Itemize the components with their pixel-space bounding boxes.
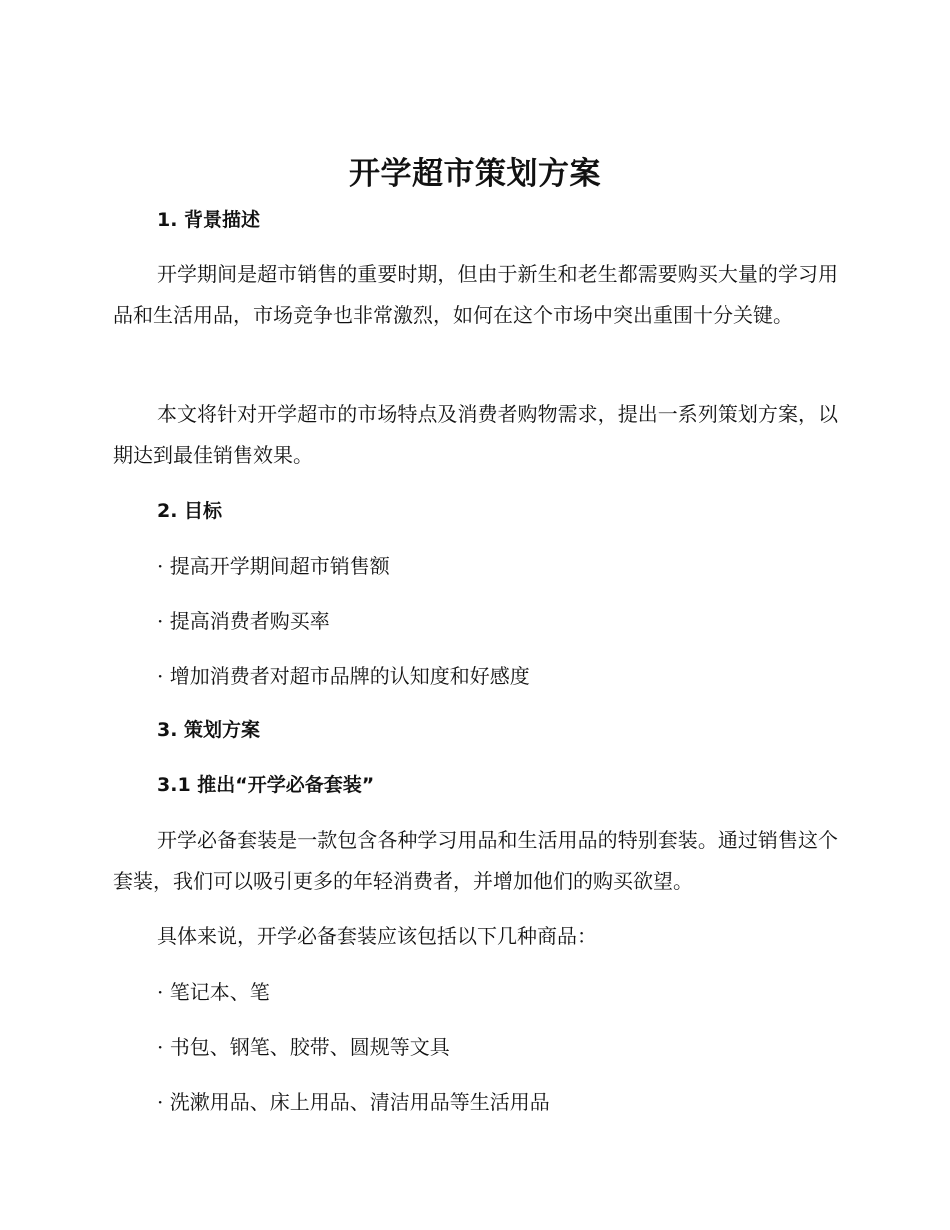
section-heading-goals: 2. 目标: [157, 500, 223, 522]
subsection-heading-kit: 3.1 推出“开学必备套装”: [157, 774, 375, 796]
kit-item-3: · 洗漱用品、床上用品、清洁用品等生活用品: [157, 1090, 550, 1114]
kit-item-2: · 书包、钢笔、胶带、圆规等文具: [157, 1035, 450, 1059]
document-title: 开学超市策划方案: [349, 156, 601, 192]
kit-item-1: · 笔记本、笔: [157, 980, 270, 1004]
paragraph-background-2: 本文将针对开学超市的市场特点及消费者购物需求，提出一系列策划方案，以期达到最佳销售效果。: [113, 402, 838, 467]
paragraph-kit-1: 开学必备套装是一款包含各种学习用品和生活用品的特别套装。通过销售这个套装，我们可以吸引更多的年轻消费者，并增加他们的购买欲望。: [113, 828, 838, 893]
section-heading-background: 1. 背景描述: [157, 209, 261, 231]
section-heading-plan: 3. 策划方案: [157, 719, 261, 741]
goal-item-2: · 提高消费者购买率: [157, 609, 330, 633]
goal-item-1: · 提高开学期间超市销售额: [157, 554, 390, 578]
paragraph-kit-2: 具体来说，开学必备套装应该包括以下几种商品：: [157, 924, 597, 948]
paragraph-background-1: 开学期间是超市销售的重要时期，但由于新生和老生都需要购买大量的学习用品和生活用品，市场竞争也非常激烈，如何在这个市场中突出重围十分关键。: [113, 262, 838, 327]
goal-item-3: · 增加消费者对超市品牌的认知度和好感度: [157, 664, 530, 688]
